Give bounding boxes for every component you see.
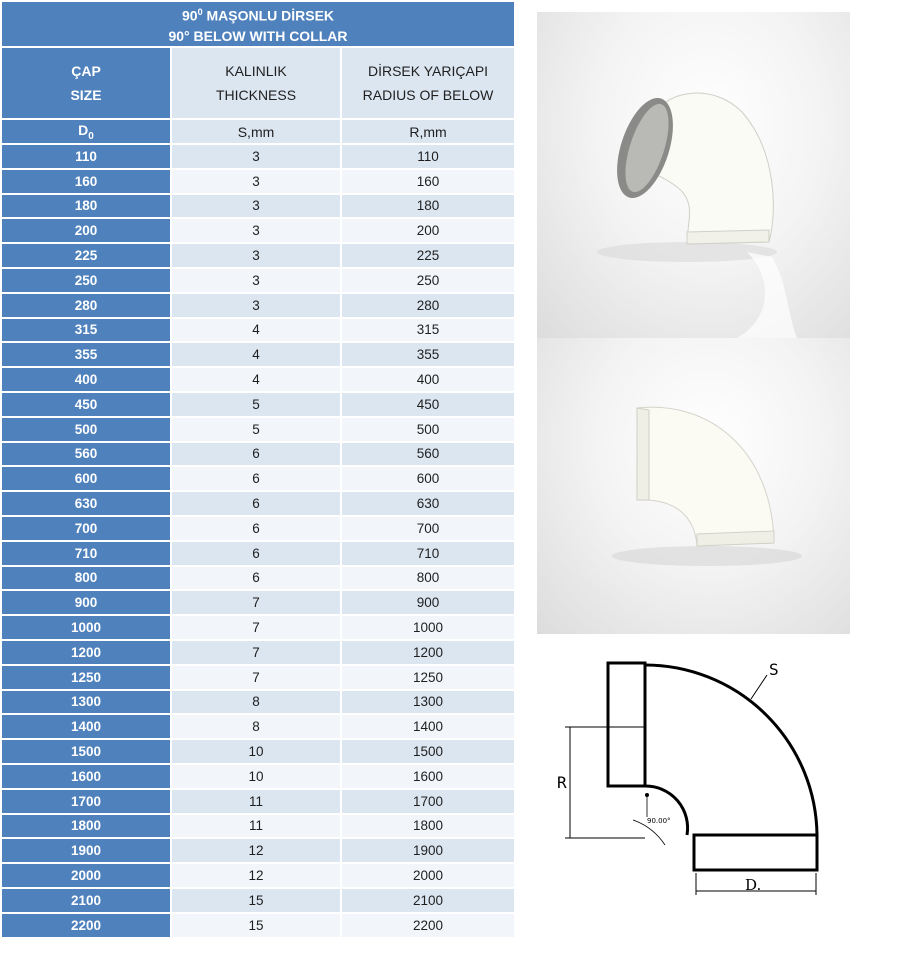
size-cell: 1300 — [2, 691, 170, 714]
outer-bend — [645, 665, 817, 835]
label-angle: 90.00° — [647, 817, 671, 825]
radius-cell: 2200 — [342, 914, 514, 937]
radius-cell: 800 — [342, 567, 514, 590]
radius-cell: 1600 — [342, 765, 514, 788]
radius-cell: 180 — [342, 195, 514, 218]
label-s: S — [769, 660, 779, 679]
thickness-cell: 12 — [172, 864, 340, 887]
size-cell: 180 — [2, 195, 170, 218]
size-cell: 1600 — [2, 765, 170, 788]
thickness-cell: 15 — [172, 914, 340, 937]
thickness-cell: 7 — [172, 616, 340, 639]
thickness-cell: 3 — [172, 269, 340, 292]
table-row — [2, 343, 514, 366]
size-cell: 1700 — [2, 790, 170, 813]
table-row — [2, 418, 514, 441]
radius-cell: 1000 — [342, 616, 514, 639]
inner-bend — [645, 786, 688, 835]
radius-cell: 1900 — [342, 839, 514, 862]
table-row — [2, 616, 514, 639]
elbow-photo-top — [537, 12, 850, 338]
thickness-cell: 10 — [172, 765, 340, 788]
thickness-cell: 6 — [172, 443, 340, 466]
title-row — [2, 2, 514, 46]
radius-header: DİRSEK YARIÇAPI RADIUS OF BELOW — [342, 48, 514, 118]
size-cell: 2000 — [2, 864, 170, 887]
table-row — [2, 889, 514, 912]
thickness-cell: 3 — [172, 244, 340, 267]
title-line-1: $90^0$ MAŞONLU DİRSEK — [181, 7, 335, 24]
radius-cell: 1200 — [342, 641, 514, 664]
unit-r: R,mm — [342, 120, 514, 143]
title-line-2: 90° BELOW WITH COLLAR — [168, 27, 348, 44]
radius-cell: 1500 — [342, 740, 514, 763]
thickness-header: KALINLIK THICKNESS — [172, 48, 340, 118]
thickness-cell: 6 — [172, 567, 340, 590]
thickness-cell: 11 — [172, 815, 340, 838]
table-row — [2, 691, 514, 714]
table-row — [2, 591, 514, 614]
size-cell: 400 — [2, 368, 170, 391]
radius-cell: 1250 — [342, 666, 514, 689]
table-row — [2, 170, 514, 193]
size-cell: 2100 — [2, 889, 170, 912]
size-cell: 710 — [2, 542, 170, 565]
table-row — [2, 393, 514, 416]
table-row — [2, 740, 514, 763]
thickness-cell: 3 — [172, 294, 340, 317]
thickness-cell: 3 — [172, 145, 340, 168]
radius-cell: 900 — [342, 591, 514, 614]
thickness-cell: 3 — [172, 219, 340, 242]
thickness-cell: 5 — [172, 393, 340, 416]
table-row — [2, 145, 514, 168]
radius-cell: 600 — [342, 467, 514, 490]
radius-cell: 200 — [342, 219, 514, 242]
size-cell: 355 — [2, 343, 170, 366]
table-row — [2, 219, 514, 242]
table-row — [2, 815, 514, 838]
thickness-cell: 8 — [172, 715, 340, 738]
radius-cell: 700 — [342, 517, 514, 540]
table-row — [2, 319, 514, 342]
radius-cell: 160 — [342, 170, 514, 193]
radius-cell: 250 — [342, 269, 514, 292]
size-cell: 1250 — [2, 666, 170, 689]
elbow-photo-bottom — [537, 338, 850, 634]
radius-cell: 355 — [342, 343, 514, 366]
radius-cell: 1700 — [342, 790, 514, 813]
radius-cell: 560 — [342, 443, 514, 466]
radius-cell: 315 — [342, 319, 514, 342]
table-row — [2, 269, 514, 292]
table-row — [2, 542, 514, 565]
thickness-cell: 6 — [172, 492, 340, 515]
thickness-cell: 7 — [172, 666, 340, 689]
table-row — [2, 244, 514, 267]
radius-cell: 110 — [342, 145, 514, 168]
elbow-dimension-diagram — [555, 655, 830, 905]
unit-s: S,mm — [172, 120, 340, 143]
radius-cell: 1300 — [342, 691, 514, 714]
table-row — [2, 567, 514, 590]
radius-cell: 1400 — [342, 715, 514, 738]
thickness-cell: 3 — [172, 195, 340, 218]
table-row — [2, 517, 514, 540]
table-row — [2, 492, 514, 515]
table-row — [2, 715, 514, 738]
table-row — [2, 765, 514, 788]
elbow-render-side — [537, 338, 850, 634]
radius-cell: 225 — [342, 244, 514, 267]
label-d: D. — [745, 876, 762, 894]
radius-cell: 2000 — [342, 864, 514, 887]
thickness-cell: 8 — [172, 691, 340, 714]
size-cell: 1800 — [2, 815, 170, 838]
radius-cell: 400 — [342, 368, 514, 391]
thickness-cell: 4 — [172, 368, 340, 391]
label-r: R — [557, 773, 567, 792]
thickness-cell: 4 — [172, 343, 340, 366]
table-row — [2, 666, 514, 689]
size-cell: 800 — [2, 567, 170, 590]
radius-cell: 1800 — [342, 815, 514, 838]
top-collar — [608, 663, 645, 786]
size-cell: 500 — [2, 418, 170, 441]
size-cell: 700 — [2, 517, 170, 540]
table-row — [2, 294, 514, 317]
size-cell: 250 — [2, 269, 170, 292]
elbow-render-open-end — [537, 12, 850, 338]
size-cell: 280 — [2, 294, 170, 317]
size-cell: 1900 — [2, 839, 170, 862]
radius-cell: 450 — [342, 393, 514, 416]
size-cell: 160 — [2, 170, 170, 193]
thickness-cell: 6 — [172, 467, 340, 490]
thickness-cell: 7 — [172, 641, 340, 664]
unit-d0: $D_0$ — [2, 120, 170, 143]
thickness-cell: 6 — [172, 542, 340, 565]
thickness-cell: 6 — [172, 517, 340, 540]
size-cell: 600 — [2, 467, 170, 490]
table-row — [2, 368, 514, 391]
table-title — [2, 2, 514, 46]
table-row — [2, 467, 514, 490]
size-cell: 1500 — [2, 740, 170, 763]
size-cell: 2200 — [2, 914, 170, 937]
bottom-collar — [694, 835, 817, 870]
thickness-cell: 12 — [172, 839, 340, 862]
radius-cell: 280 — [342, 294, 514, 317]
thickness-cell: 15 — [172, 889, 340, 912]
size-cell: 315 — [2, 319, 170, 342]
size-cell: 450 — [2, 393, 170, 416]
thickness-cell: 7 — [172, 591, 340, 614]
table-row — [2, 443, 514, 466]
size-cell: 900 — [2, 591, 170, 614]
radius-cell: 500 — [342, 418, 514, 441]
size-cell: 1200 — [2, 641, 170, 664]
table-row — [2, 864, 514, 887]
thickness-cell: 10 — [172, 740, 340, 763]
size-cell: 110 — [2, 145, 170, 168]
table-row — [2, 195, 514, 218]
size-cell: 1400 — [2, 715, 170, 738]
elbow-drawing — [555, 655, 830, 905]
radius-cell: 630 — [342, 492, 514, 515]
thickness-cell: 4 — [172, 319, 340, 342]
table-row — [2, 790, 514, 813]
size-cell: 1000 — [2, 616, 170, 639]
table-row — [2, 914, 514, 937]
size-cell: 225 — [2, 244, 170, 267]
thickness-cell: 5 — [172, 418, 340, 441]
radius-cell: 710 — [342, 542, 514, 565]
thickness-cell: 3 — [172, 170, 340, 193]
radius-cell: 2100 — [342, 889, 514, 912]
size-cell: 630 — [2, 492, 170, 515]
thickness-cell: 11 — [172, 790, 340, 813]
size-header: ÇAP SIZE — [2, 48, 170, 118]
size-cell: 560 — [2, 443, 170, 466]
table-row — [2, 641, 514, 664]
header-row — [2, 48, 514, 118]
size-cell: 200 — [2, 219, 170, 242]
unit-row — [2, 120, 514, 143]
table-row — [2, 839, 514, 862]
